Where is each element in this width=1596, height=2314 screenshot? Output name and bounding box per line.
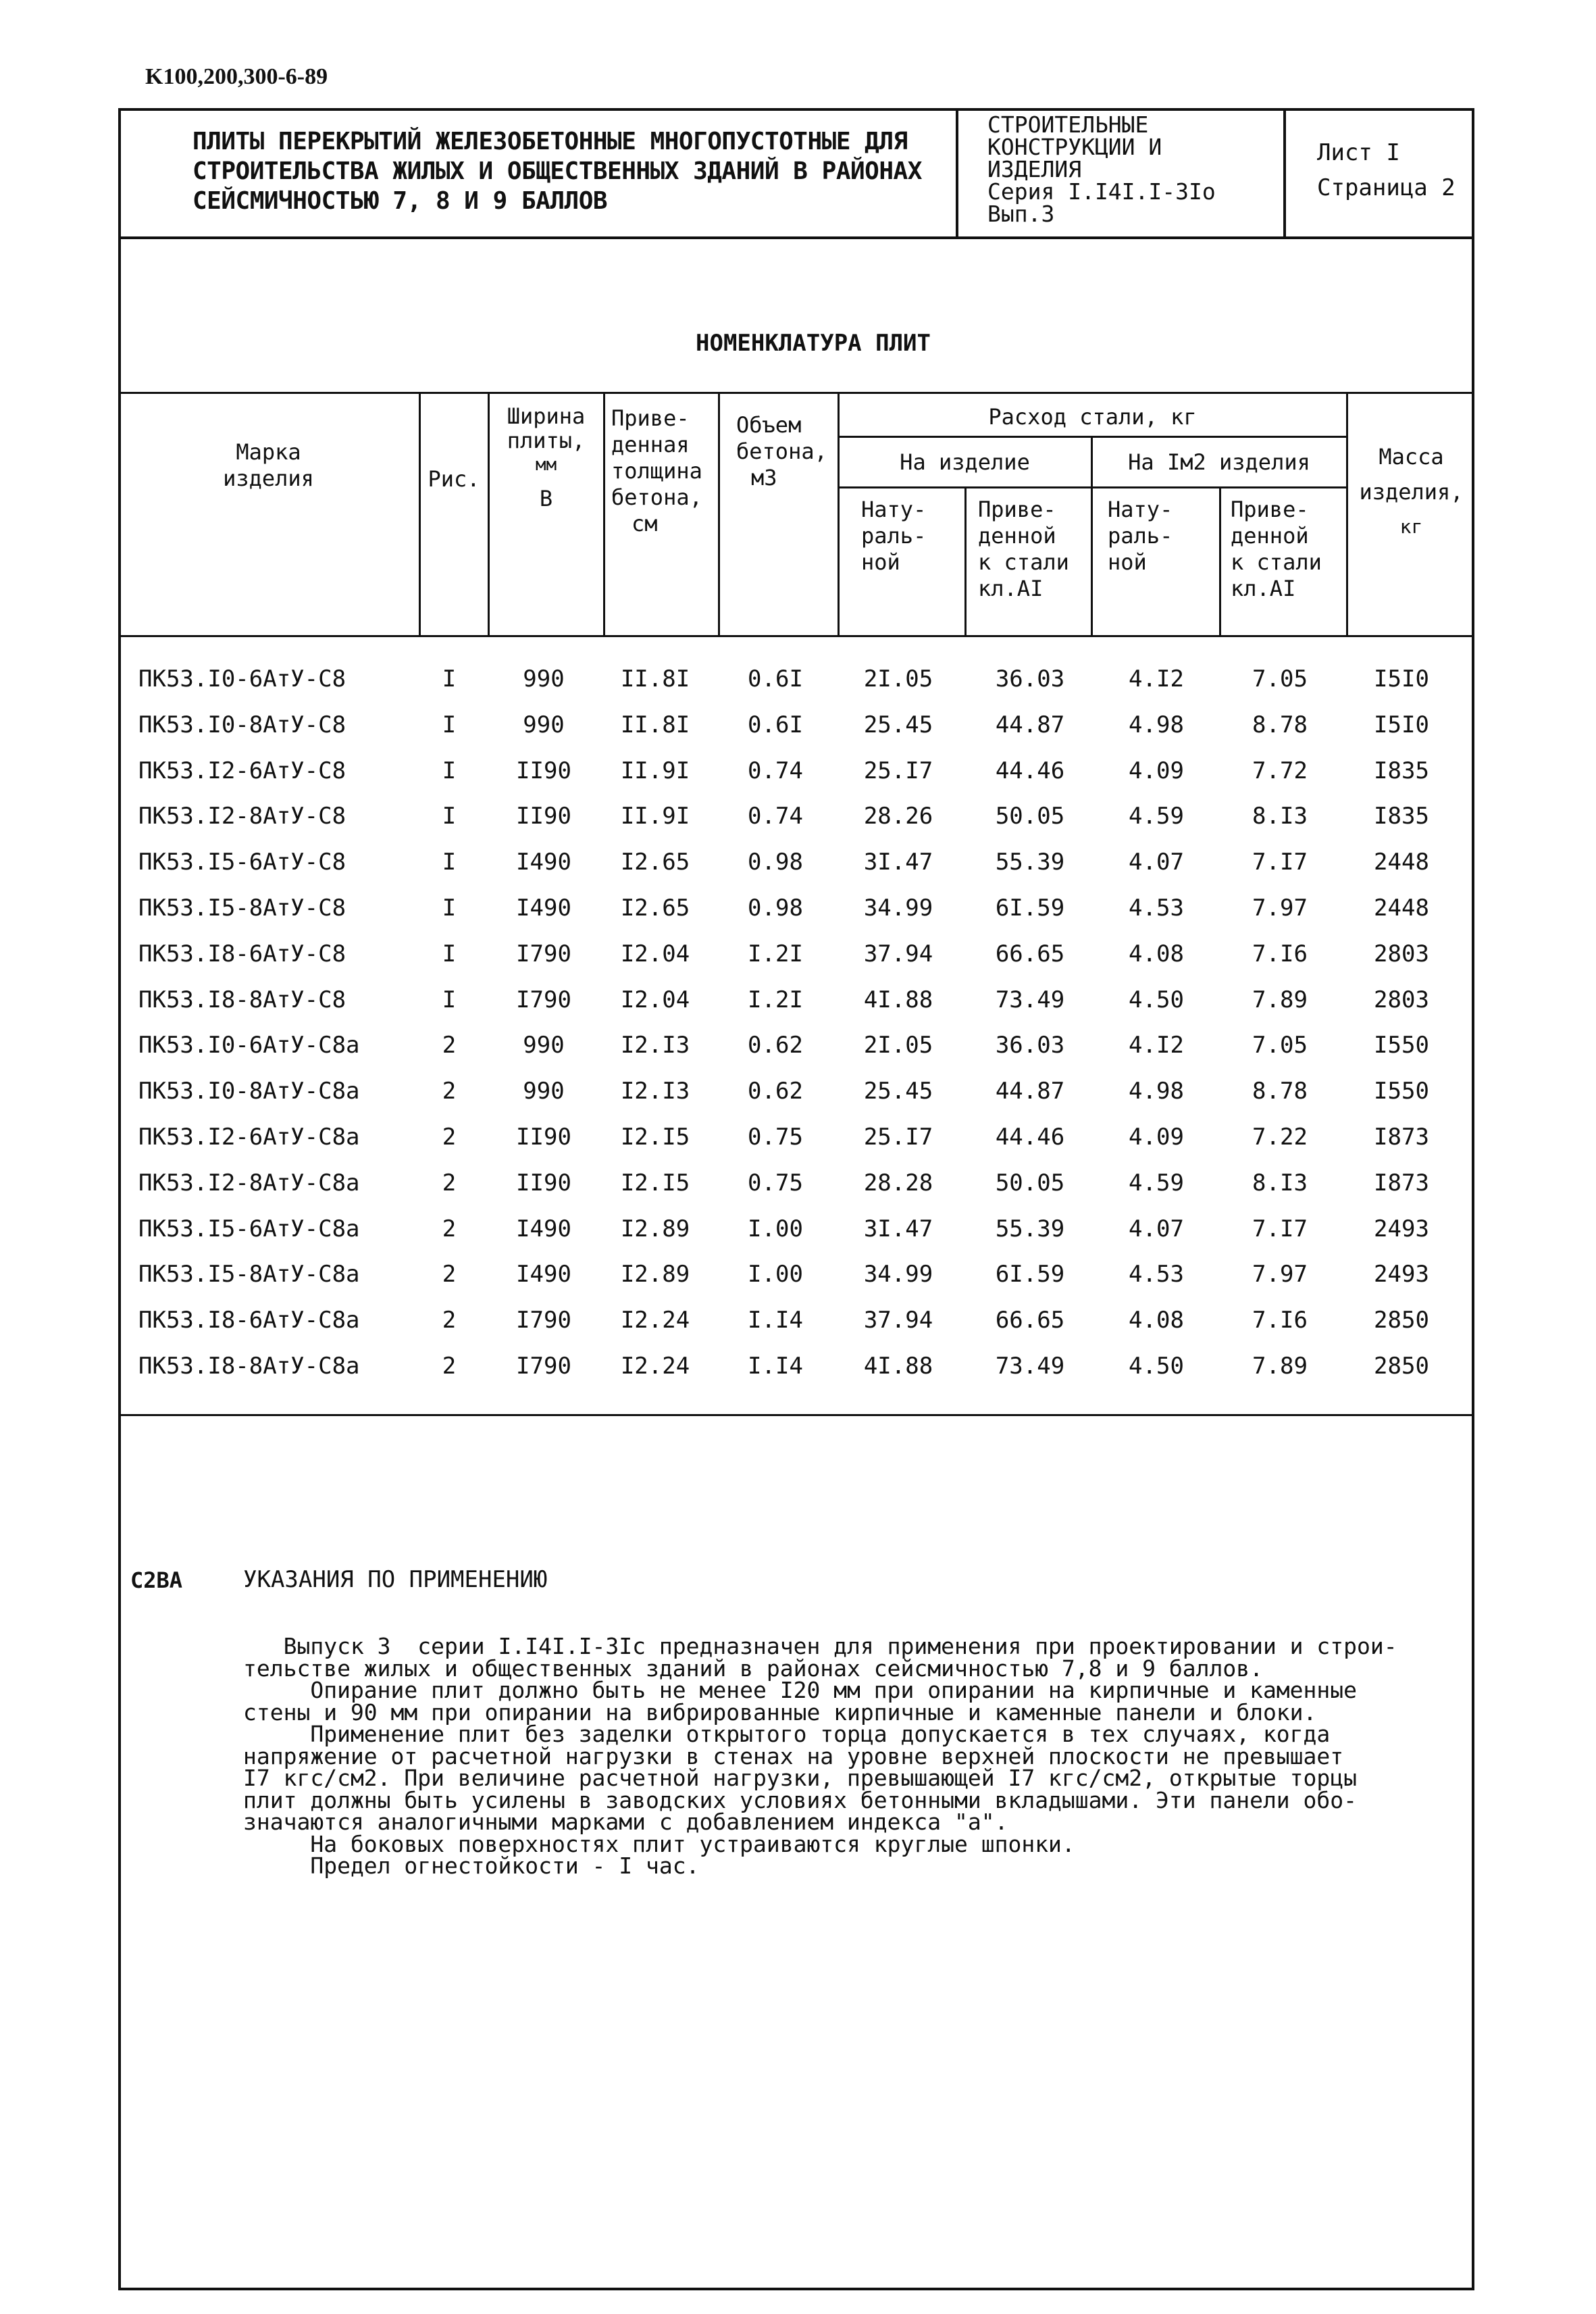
table-cell: I [442, 895, 457, 922]
table-cell: 4.I2 [1129, 1032, 1184, 1059]
table-cell: 4.59 [1129, 1169, 1184, 1197]
table-cell: 2 [442, 1169, 457, 1197]
table-cell: 0.75 [748, 1169, 803, 1197]
row-mark: ПК53.I5-6AтУ-C8a [138, 1215, 360, 1242]
table-cell: I [442, 757, 457, 784]
table-cell: 2 [442, 1307, 457, 1334]
table-cell: I [442, 849, 457, 876]
table-cell: I490 [516, 1215, 571, 1242]
document-title: ПЛИТЫ ПЕРЕКРЫТИЙ ЖЕЛЕЗОБЕТОННЫЕ МНОГОПУСТОТНЫЕ ДЛЯ СТРОИТЕЛЬСТВА ЖИЛЫХ И ОБЩЕСТВЕННЫХ ЗДАНИЙ В РАЙОНАХ СЕЙСМИЧНОСТЬЮ 7, 8 И 9 БАЛЛОВ [192, 128, 922, 215]
paragraph-line: Применение плит без заделки открытого торца допускается в тех случаях, когда [243, 1721, 1331, 1747]
table-cell: 0.98 [748, 895, 803, 922]
table-cell: 4.08 [1129, 1307, 1184, 1334]
table-cell: 2493 [1374, 1215, 1429, 1242]
table-cell: 36.03 [995, 1032, 1065, 1059]
title-block-sep-2 [1283, 108, 1286, 238]
table-cell: 7.I6 [1252, 1307, 1308, 1334]
table-cell: 4.50 [1129, 986, 1184, 1013]
table-cell: II.8I [620, 665, 690, 693]
row-mark: ПК53.I0-6AтУ-C8 [138, 665, 346, 693]
table-cell: I2.I3 [620, 1078, 690, 1105]
table-cell: 66.65 [995, 940, 1065, 967]
header-per-m2: На Iм2 изделия [1128, 449, 1310, 475]
table-cell: 28.28 [863, 1169, 933, 1197]
table-cell: 3I.47 [863, 849, 933, 876]
col-sep [718, 392, 720, 636]
table-cell: 0.75 [748, 1124, 803, 1151]
table-cell: II90 [516, 803, 571, 830]
table-cell: 37.94 [863, 1307, 933, 1334]
table-cell: 44.46 [995, 1124, 1065, 1151]
table-cell: I2.65 [620, 849, 690, 876]
table-header-bottom [118, 635, 1474, 637]
paragraph-line: На боковых поверхностях плит устраиваются круглые шпонки. [243, 1830, 1075, 1857]
paragraph-line: Опирание плит должно быть не менее I20 мм при опирании на кирпичные и каменные [243, 1677, 1358, 1703]
table-cell: I490 [516, 849, 571, 876]
table-cell: 3I.47 [863, 1215, 933, 1242]
table-cell: 7.97 [1252, 1261, 1308, 1288]
header-per-item: На изделие [900, 449, 1030, 475]
table-cell: 2 [442, 1124, 457, 1151]
header-steel: Расход стали, кг [988, 404, 1197, 430]
table-cell: 34.99 [863, 895, 933, 922]
table-cell: 4.53 [1129, 1261, 1184, 1288]
header-thickness: Приве- денная толщина бетона, см [611, 405, 702, 536]
table-cell: 8.I3 [1252, 1169, 1308, 1197]
table-cell: 7.I7 [1252, 849, 1308, 876]
table-cell: I790 [516, 1307, 571, 1334]
table-cell: 66.65 [995, 1307, 1065, 1334]
table-cell: I2.I5 [620, 1169, 690, 1197]
table-cell: I [442, 940, 457, 967]
table-cell: 2 [442, 1078, 457, 1105]
table-cell: I.00 [748, 1215, 803, 1242]
title-block-divider [118, 236, 1474, 239]
table-cell: 2448 [1374, 849, 1429, 876]
table-cell: I2.65 [620, 895, 690, 922]
row-mark: ПК53.I2-8AтУ-C8a [138, 1169, 360, 1197]
table-cell: I490 [516, 895, 571, 922]
table-cell: I5I0 [1374, 665, 1429, 693]
table-cell: I2.I5 [620, 1124, 690, 1151]
table-cell: 7.22 [1252, 1124, 1308, 1151]
table-cell: I.2I [748, 986, 803, 1013]
series-info: СТРОИТЕЛЬНЫЕ КОНСТРУКЦИИ И ИЗДЕЛИЯ Серия I.I4I.I-3Io Вып.3 [987, 111, 1216, 227]
table-cell: 2803 [1374, 940, 1429, 967]
table-cell: 990 [523, 711, 565, 738]
table-cell: 2850 [1374, 1307, 1429, 1334]
document-code: K100,200,300-6-89 [145, 64, 328, 89]
table-cell: II.8I [620, 711, 690, 738]
row-mark: ПК53.I2-8AтУ-C8 [138, 803, 346, 830]
table-cell: 36.03 [995, 665, 1065, 693]
table-cell: II90 [516, 1124, 571, 1151]
header-reduced-item: Приве- денной к стали кл.AI [978, 497, 1069, 601]
row-mark: ПК53.I5-8AтУ-C8 [138, 895, 346, 922]
header-width: Ширина плиты, мм В [507, 403, 586, 511]
table-cell: I2.04 [620, 986, 690, 1013]
table-cell: 0.74 [748, 803, 803, 830]
header-mark: Марка изделия [223, 439, 314, 491]
table-cell: 28.26 [863, 803, 933, 830]
table-cell: II90 [516, 1169, 571, 1197]
table-cell: 7.05 [1252, 1032, 1308, 1059]
paragraph-line: плит должны быть усилены в заводских условиях бетонными вкладышами. Эти панели обо- [243, 1786, 1358, 1813]
row-mark: ПК53.I0-8AтУ-C8a [138, 1078, 360, 1105]
table-cell: I835 [1374, 757, 1429, 784]
table-cell: I [442, 665, 457, 693]
table-cell: 4.53 [1129, 895, 1184, 922]
sheet-info: Лист I Страница 2 [1317, 139, 1456, 201]
table-cell: 73.49 [995, 1353, 1065, 1380]
paragraph-line: Предел огнестойкости - I час. [243, 1853, 700, 1879]
table-cell: 2493 [1374, 1261, 1429, 1288]
table-cell: 25.45 [863, 711, 933, 738]
table-cell: 6I.59 [995, 1261, 1065, 1288]
table-cell: I835 [1374, 803, 1429, 830]
col-sep [964, 486, 967, 636]
table-cell: I.I4 [748, 1307, 803, 1334]
table-cell: 2 [442, 1215, 457, 1242]
table-cell: 8.I3 [1252, 803, 1308, 830]
table-cell: 55.39 [995, 849, 1065, 876]
table-cell: I2.89 [620, 1215, 690, 1242]
table-cell: I.00 [748, 1261, 803, 1288]
table-cell: 7.89 [1252, 986, 1308, 1013]
col-sep [603, 392, 605, 636]
row-mark: ПК53.I8-8AтУ-C8a [138, 1353, 360, 1380]
table-cell: I [442, 711, 457, 738]
table-cell: 4.98 [1129, 711, 1184, 738]
table-title: НОМЕНКЛАТУРА ПЛИТ [696, 330, 931, 357]
header-natural-m2: Нату- раль- ной [1108, 497, 1173, 575]
table-cell: II.9I [620, 803, 690, 830]
table-cell: 4.09 [1129, 757, 1184, 784]
table-cell: 4.I2 [1129, 665, 1184, 693]
table-cell: 2850 [1374, 1353, 1429, 1380]
table-cell: 4.09 [1129, 1124, 1184, 1151]
table-cell: 2 [442, 1032, 457, 1059]
table-cell: 50.05 [995, 1169, 1065, 1197]
table-cell: 6I.59 [995, 895, 1065, 922]
row-mark: ПК53.I2-6AтУ-C8 [138, 757, 346, 784]
table-cell: 8.78 [1252, 711, 1308, 738]
table-cell: I873 [1374, 1169, 1429, 1197]
table-cell: 2803 [1374, 986, 1429, 1013]
table-cell: I2.04 [620, 940, 690, 967]
paragraph-line: напряжение от расчетной нагрузки в стенах на уровне верхней плоскости не превышает [243, 1742, 1344, 1769]
table-cell: 990 [523, 1032, 565, 1059]
table-cell: 8.78 [1252, 1078, 1308, 1105]
table-cell: 4.07 [1129, 1215, 1184, 1242]
row-mark: ПК53.I0-6AтУ-C8a [138, 1032, 360, 1059]
table-cell: I.I4 [748, 1353, 803, 1380]
header-volume: Объем бетона, м3 [736, 412, 827, 491]
table-cell: I2.89 [620, 1261, 690, 1288]
table-cell: 0.98 [748, 849, 803, 876]
table-cell: 37.94 [863, 940, 933, 967]
paragraph-line: тельстве жилых и общественных зданий в районах сейсмичностью 7,8 и 9 баллов. [243, 1655, 1263, 1682]
table-cell: 4.98 [1129, 1078, 1184, 1105]
table-cell: 0.62 [748, 1032, 803, 1059]
row-mark: ПК53.I8-8AтУ-C8 [138, 986, 346, 1013]
table-cell: 2 [442, 1353, 457, 1380]
table-cell: I [442, 803, 457, 830]
table-cell: I790 [516, 1353, 571, 1380]
row-mark: ПК53.I5-6AтУ-C8 [138, 849, 346, 876]
header-natural-item: Нату- раль- ной [861, 497, 927, 575]
header-mass: Масса изделия, кг [1359, 444, 1464, 538]
table-cell: II.9I [620, 757, 690, 784]
table-cell: 25.45 [863, 1078, 933, 1105]
table-cell: 44.87 [995, 1078, 1065, 1105]
table-cell: 7.05 [1252, 665, 1308, 693]
table-cell: I2.24 [620, 1353, 690, 1380]
table-cell: I2.24 [620, 1307, 690, 1334]
table-cell: I873 [1374, 1124, 1429, 1151]
paragraph-line: Выпуск 3 серии I.I4I.I-3Ic предназначен для применения при проектировании и строи- [243, 1633, 1397, 1659]
table-cell: 7.I6 [1252, 940, 1308, 967]
table-cell: 4.59 [1129, 803, 1184, 830]
table-bottom-line [118, 1414, 1474, 1416]
table-cell: 50.05 [995, 803, 1065, 830]
paragraph-line: I7 кгс/см2. При величине расчетной нагрузки, превышающей I7 кгс/см2, открытые торцы [243, 1765, 1358, 1791]
table-cell: I550 [1374, 1078, 1429, 1105]
table-cell: 2I.05 [863, 1032, 933, 1059]
table-cell: 2 [442, 1261, 457, 1288]
table-top-line [118, 392, 1474, 394]
table-cell: 7.72 [1252, 757, 1308, 784]
table-cell: I490 [516, 1261, 571, 1288]
table-cell: 34.99 [863, 1261, 933, 1288]
table-cell: 73.49 [995, 986, 1065, 1013]
table-cell: 2448 [1374, 895, 1429, 922]
table-cell: 0.6I [748, 665, 803, 693]
table-cell: I2.I3 [620, 1032, 690, 1059]
row-mark: ПК53.I2-6AтУ-C8a [138, 1124, 360, 1151]
table-cell: 0.62 [748, 1078, 803, 1105]
col-sep [419, 392, 421, 636]
header-reduced-m2: Приве- денной к стали кл.AI [1231, 497, 1322, 601]
table-cell: 44.46 [995, 757, 1065, 784]
row-mark: ПК53.I8-6AтУ-C8 [138, 940, 346, 967]
table-cell: 25.I7 [863, 757, 933, 784]
table-cell: I550 [1374, 1032, 1429, 1059]
row-mark: ПК53.I5-8AтУ-C8a [138, 1261, 360, 1288]
table-cell: 4.50 [1129, 1353, 1184, 1380]
table-cell: 55.39 [995, 1215, 1065, 1242]
table-cell: I5I0 [1374, 711, 1429, 738]
table-cell: I790 [516, 986, 571, 1013]
section-code: C2BA [130, 1567, 183, 1593]
table-cell: 4.07 [1129, 849, 1184, 876]
table-cell: I [442, 986, 457, 1013]
table-cell: II90 [516, 757, 571, 784]
title-block-sep-1 [956, 108, 958, 238]
table-cell: 44.87 [995, 711, 1065, 738]
table-cell: 0.74 [748, 757, 803, 784]
table-cell: 4I.88 [863, 986, 933, 1013]
table-cell: 7.97 [1252, 895, 1308, 922]
table-cell: 4I.88 [863, 1353, 933, 1380]
table-cell: 0.6I [748, 711, 803, 738]
table-cell: 2I.05 [863, 665, 933, 693]
table-cell: 4.08 [1129, 940, 1184, 967]
table-cell: 25.I7 [863, 1124, 933, 1151]
col-sep [1219, 486, 1221, 636]
table-cell: 990 [523, 665, 565, 693]
table-cell: 990 [523, 1078, 565, 1105]
table-cell: 7.I7 [1252, 1215, 1308, 1242]
paragraph-line: значаются аналогичными марками с добавлением индекса "а". [243, 1809, 1008, 1835]
table-cell: 7.89 [1252, 1353, 1308, 1380]
paragraph-line: стены и 90 мм при опирании на вибрированные кирпичные и каменные панели и блоки. [243, 1699, 1317, 1726]
header-fig: Рис. [428, 466, 480, 492]
row-mark: ПК53.I0-8AтУ-C8 [138, 711, 346, 738]
section-title: УКАЗАНИЯ ПО ПРИМЕНЕНИЮ [243, 1566, 548, 1593]
table-cell: I790 [516, 940, 571, 967]
table-cell: I.2I [748, 940, 803, 967]
row-mark: ПК53.I8-6AтУ-C8a [138, 1307, 360, 1334]
